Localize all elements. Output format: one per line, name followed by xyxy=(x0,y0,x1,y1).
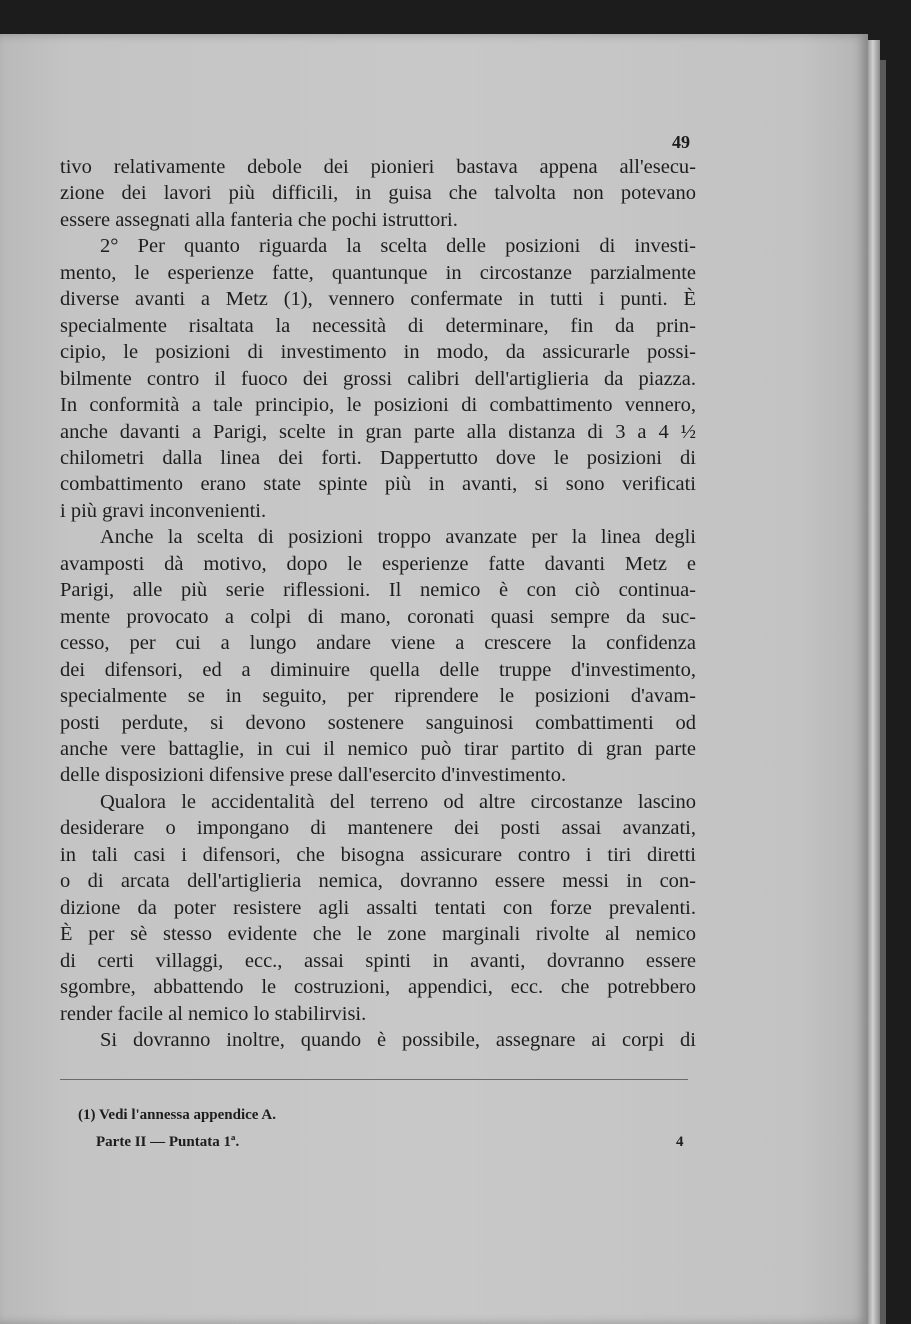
text-line: in tali casi i difensori, che bisogna assicurare contro i tiri diretti xyxy=(60,843,696,866)
text-line: mente provocato a colpi di mano, coronati quasi sempre da suc- xyxy=(60,605,696,628)
text-line: desiderare o impongano di mantenere dei posti assai avanzati, xyxy=(60,817,696,840)
footnote-rule xyxy=(60,1079,688,1080)
text-line: 2° Per quanto riguarda la scelta delle posizioni di investi- xyxy=(100,235,696,258)
text-line: essere assegnati alla fanteria che pochi istruttori. xyxy=(60,208,458,231)
text-line: Parigi, alle più serie riflessioni. Il nemico è con ciò continua- xyxy=(60,579,696,602)
text-line: di certi villaggi, ecc., assai spinti in avanti, dovranno essere xyxy=(60,949,696,972)
text-line: Si dovranno inoltre, quando è possibile, assegnare ai corpi di xyxy=(100,1028,696,1051)
text-line: specialmente risaltata la necessità di determinare, fin da prin- xyxy=(60,314,696,337)
text-line: dei difensori, ed a diminuire quella delle truppe d'investimento, xyxy=(60,658,696,681)
text-line: cipio, le posizioni di investimento in modo, da assicurarle possi- xyxy=(60,341,696,364)
text-line: È per sè stesso evidente che le zone marginali rivolte al nemico xyxy=(60,923,696,946)
text-line: cesso, per cui a lungo andare viene a crescere la confidenza xyxy=(60,632,696,655)
body-text xyxy=(60,154,696,1053)
text-line: specialmente se in seguito, per riprendere le posizioni d'avam- xyxy=(60,685,696,708)
text-line: sgombre, abbattendo le costruzioni, appendici, ecc. che potrebbero xyxy=(60,976,696,999)
text-line: combattimento erano state spinte più in avanti, si sono verificati xyxy=(60,473,696,496)
text-line: zione dei lavori più difficili, in guisa che talvolta non potevano xyxy=(60,182,696,205)
text-line: diverse avanti a Metz (1), vennero confermate in tutti i punti. È xyxy=(60,288,696,311)
text-line: delle disposizioni difensive prese dall'esercito d'investimento. xyxy=(60,764,567,787)
text-line: bilmente contro il fuoco dei grossi calibri dell'artiglieria da piazza. xyxy=(60,367,696,390)
text-line: posti perdute, si devono sostenere sanguinosi combattimenti od xyxy=(60,711,696,734)
text-line: mento, le esperienze fatte, quantunque in circostanze parzialmente xyxy=(60,261,696,284)
text-line: avamposti dà motivo, dopo le esperienze fatte davanti Metz e xyxy=(60,552,696,575)
text-line: anche vere battaglie, in cui il nemico può tirar partito di gran parte xyxy=(60,737,696,760)
text-line: chilometri dalla linea dei forti. Dappertutto dove le posizioni di xyxy=(60,446,696,469)
text-line: i più gravi inconvenienti. xyxy=(60,499,267,522)
text-line: Qualora le accidentalità del terreno od altre circostanze lascino xyxy=(100,790,696,813)
text-line: In conformità a tale principio, le posizioni di combattimento vennero, xyxy=(60,394,696,417)
signature-number: 4 xyxy=(676,1134,684,1150)
text-line: o di arcata dell'artiglieria nemica, dovranno essere messi in con- xyxy=(60,870,696,893)
text-line: tivo relativamente debole dei pionieri bastava appena all'esecu- xyxy=(60,156,696,178)
text-line: render facile al nemico lo stabilirvisi. xyxy=(60,1002,367,1025)
footnote: (1) Vedi l'annessa appendice A. xyxy=(78,1107,276,1123)
text-line: anche davanti a Parigi, scelte in gran parte alla distanza di 3 a 4 ½ xyxy=(60,420,696,443)
text-line: Anche la scelta di posizioni troppo avanzate per la linea degli xyxy=(100,526,696,549)
text-line: dizione da poter resistere agli assalti tentati con forze prevalenti. xyxy=(60,896,696,919)
binding-shadow xyxy=(880,60,886,1324)
printer-signature: Parte II — Puntata 1ª. xyxy=(96,1134,240,1150)
page-edge xyxy=(868,40,880,1324)
page-number: 49 xyxy=(672,132,690,152)
